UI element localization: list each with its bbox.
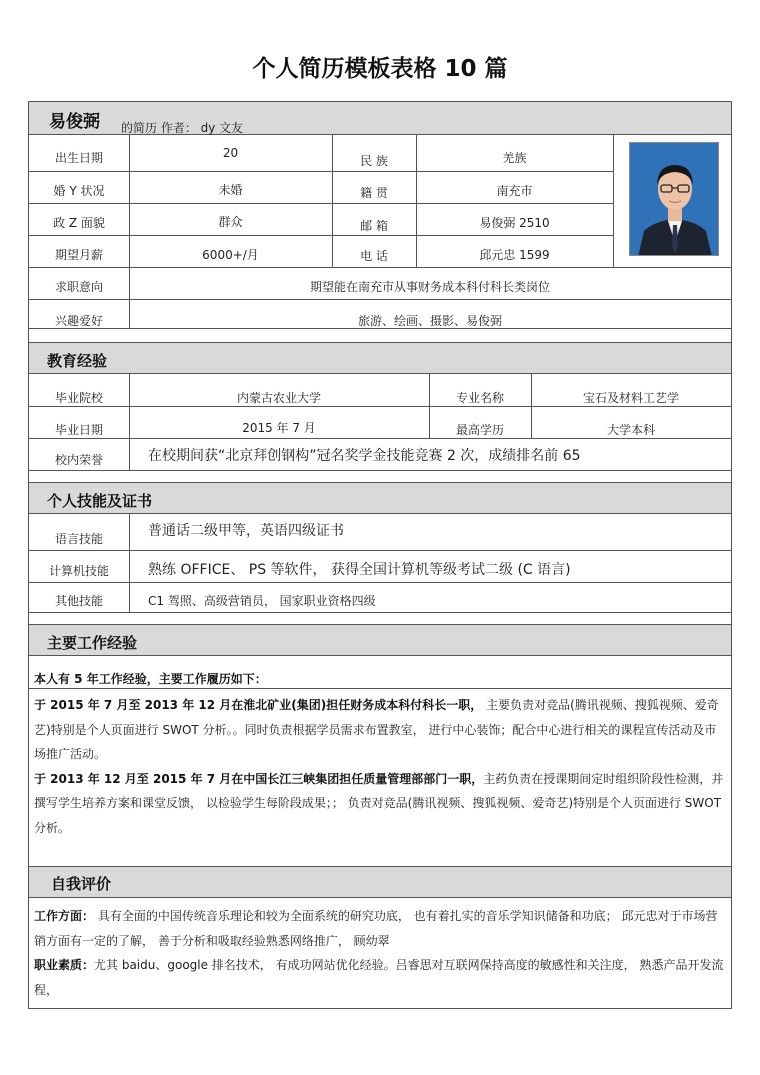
ethnic-value: 羌族 [502, 151, 527, 165]
work-aspect [34, 904, 726, 953]
degree-value: 大学本科 [606, 423, 655, 437]
professional-quality [34, 953, 726, 1002]
school-label: 毕业院校 [54, 391, 103, 405]
birth-value: 20 [222, 146, 239, 160]
resume-sheet [28, 101, 732, 1009]
political-label: 政 Z 面貌 [53, 216, 105, 230]
profile-photo [629, 142, 719, 256]
intent-label: 求职意向 [54, 280, 103, 294]
other-label: 其他技能 [54, 594, 103, 608]
self-eval-heading: 自我评价 [51, 875, 112, 893]
major-label: 专业名称 [455, 391, 504, 405]
grad-value: 2015 年 7 月 [242, 421, 316, 435]
origin-label: 籍 贯 [360, 186, 388, 200]
job-title: 于 2015 年 7 月至 2013 年 12 月在淮北矿业(集团)担任财务成本科付科长一职， [34, 698, 483, 712]
marital-value: 未婚 [218, 183, 243, 197]
lang-label: 语言技能 [54, 532, 103, 546]
self-eval-band [29, 866, 731, 898]
school-value: 内蒙古农业大学 [236, 391, 321, 405]
work-heading: 主要工作经验 [47, 634, 138, 652]
other-value: C1 驾照、高级营销员， 国家职业资格四级 [148, 594, 376, 608]
comp-value: 熟练 OFFICE、 PS 等软件， 获得全国计算机等级考试二级 (C 语言) [148, 562, 571, 578]
degree-label: 最高学历 [455, 423, 504, 437]
comp-label: 计算机技能 [48, 564, 109, 578]
job-description: 主要负责对竞品(腾讯视频、搜狐视频、爱奇艺)特别是个人页面进行 SWOT 分析。。同时负责根据学员需求布置教室， 进行中心装饰；配合中心进行相关的课程宣传活动及市场推广活动。 [34, 698, 719, 761]
email-value: 易俊弼 2510 [479, 216, 550, 230]
origin-value: 南充市 [496, 184, 533, 198]
major-value: 宝石及材料工艺学 [582, 391, 679, 405]
salary-label: 期望月薪 [54, 248, 103, 262]
job-entry [34, 693, 726, 767]
honor-label: 校内荣誉 [54, 453, 103, 467]
honor-value: 在校期间获“北京拜创钢构”冠名奖学金技能竞赛 2 次，成绩排名前 65 [148, 448, 581, 464]
marital-label: 婚 Y 状况 [53, 184, 105, 198]
work-summary: 本人有 5 年工作经验，主要工作履历如下： [34, 672, 267, 686]
work-aspect-label: 工作方面： [34, 909, 95, 923]
quality-text: 尤其 baidu、google 排名技术， 有成功网站优化经验。吕睿思对互联网保持高度的敏感性和关注度， 熟悉产品开发流程， [34, 958, 724, 997]
birth-label: 出生日期 [54, 151, 103, 165]
work-aspect-text: 具有全面的中国传统音乐理论和较为全面系统的研究功底， 也有着扎实的音乐学知识储备和功底； 邱元忠对于市场营销方面有一定的了解， 善于分析和吸取经验熟悉网络推广， 顾幼翠 [34, 909, 718, 948]
portrait-image [630, 143, 719, 256]
political-value: 群众 [218, 215, 243, 229]
self-eval-body [34, 904, 726, 1002]
lang-value: 普通话二级甲等，英语四级证书 [148, 523, 344, 539]
work-history [34, 693, 726, 840]
candidate-name: 易俊弼 [49, 112, 100, 132]
document-title: 个人简历模板表格 10 篇 [252, 56, 508, 82]
salary-value: 6000+/月 [202, 248, 259, 262]
education-band [29, 342, 731, 374]
job-description: 主药负责在授课期间定时组织阶段性检测，并撰写学生培养方案和课堂反馈， 以检验学生每阶段成果；； 负责对竞品(腾讯视频、搜狐视频、爱奇艺)特别是个人页面进行 SWOT 分析。 [34, 771, 724, 835]
job-entry [34, 767, 726, 841]
phone-label: 电 话 [360, 249, 388, 263]
hobby-label: 兴趣爱好 [54, 314, 103, 328]
ethnic-label: 民 族 [360, 154, 388, 168]
email-label: 邮 箱 [360, 219, 388, 233]
education-heading: 教育经验 [47, 352, 108, 370]
quality-label: 职业素质： [34, 958, 95, 972]
hobby-value: 旅游、绘画、摄影、易俊弼 [357, 314, 502, 328]
intent-value: 期望能在南充市从事财务成本科付科长类岗位 [309, 280, 550, 294]
job-title: 于 2013 年 12 月至 2015 年 7 月在中国长江三峡集团担任质量管理部部门一职， [34, 771, 484, 786]
phone-value: 邱元忠 1599 [479, 248, 550, 262]
skills-heading: 个人技能及证书 [47, 492, 153, 510]
resume-byline: 的简历 作者： dy 文友 [121, 121, 244, 135]
grad-label: 毕业日期 [54, 423, 103, 437]
